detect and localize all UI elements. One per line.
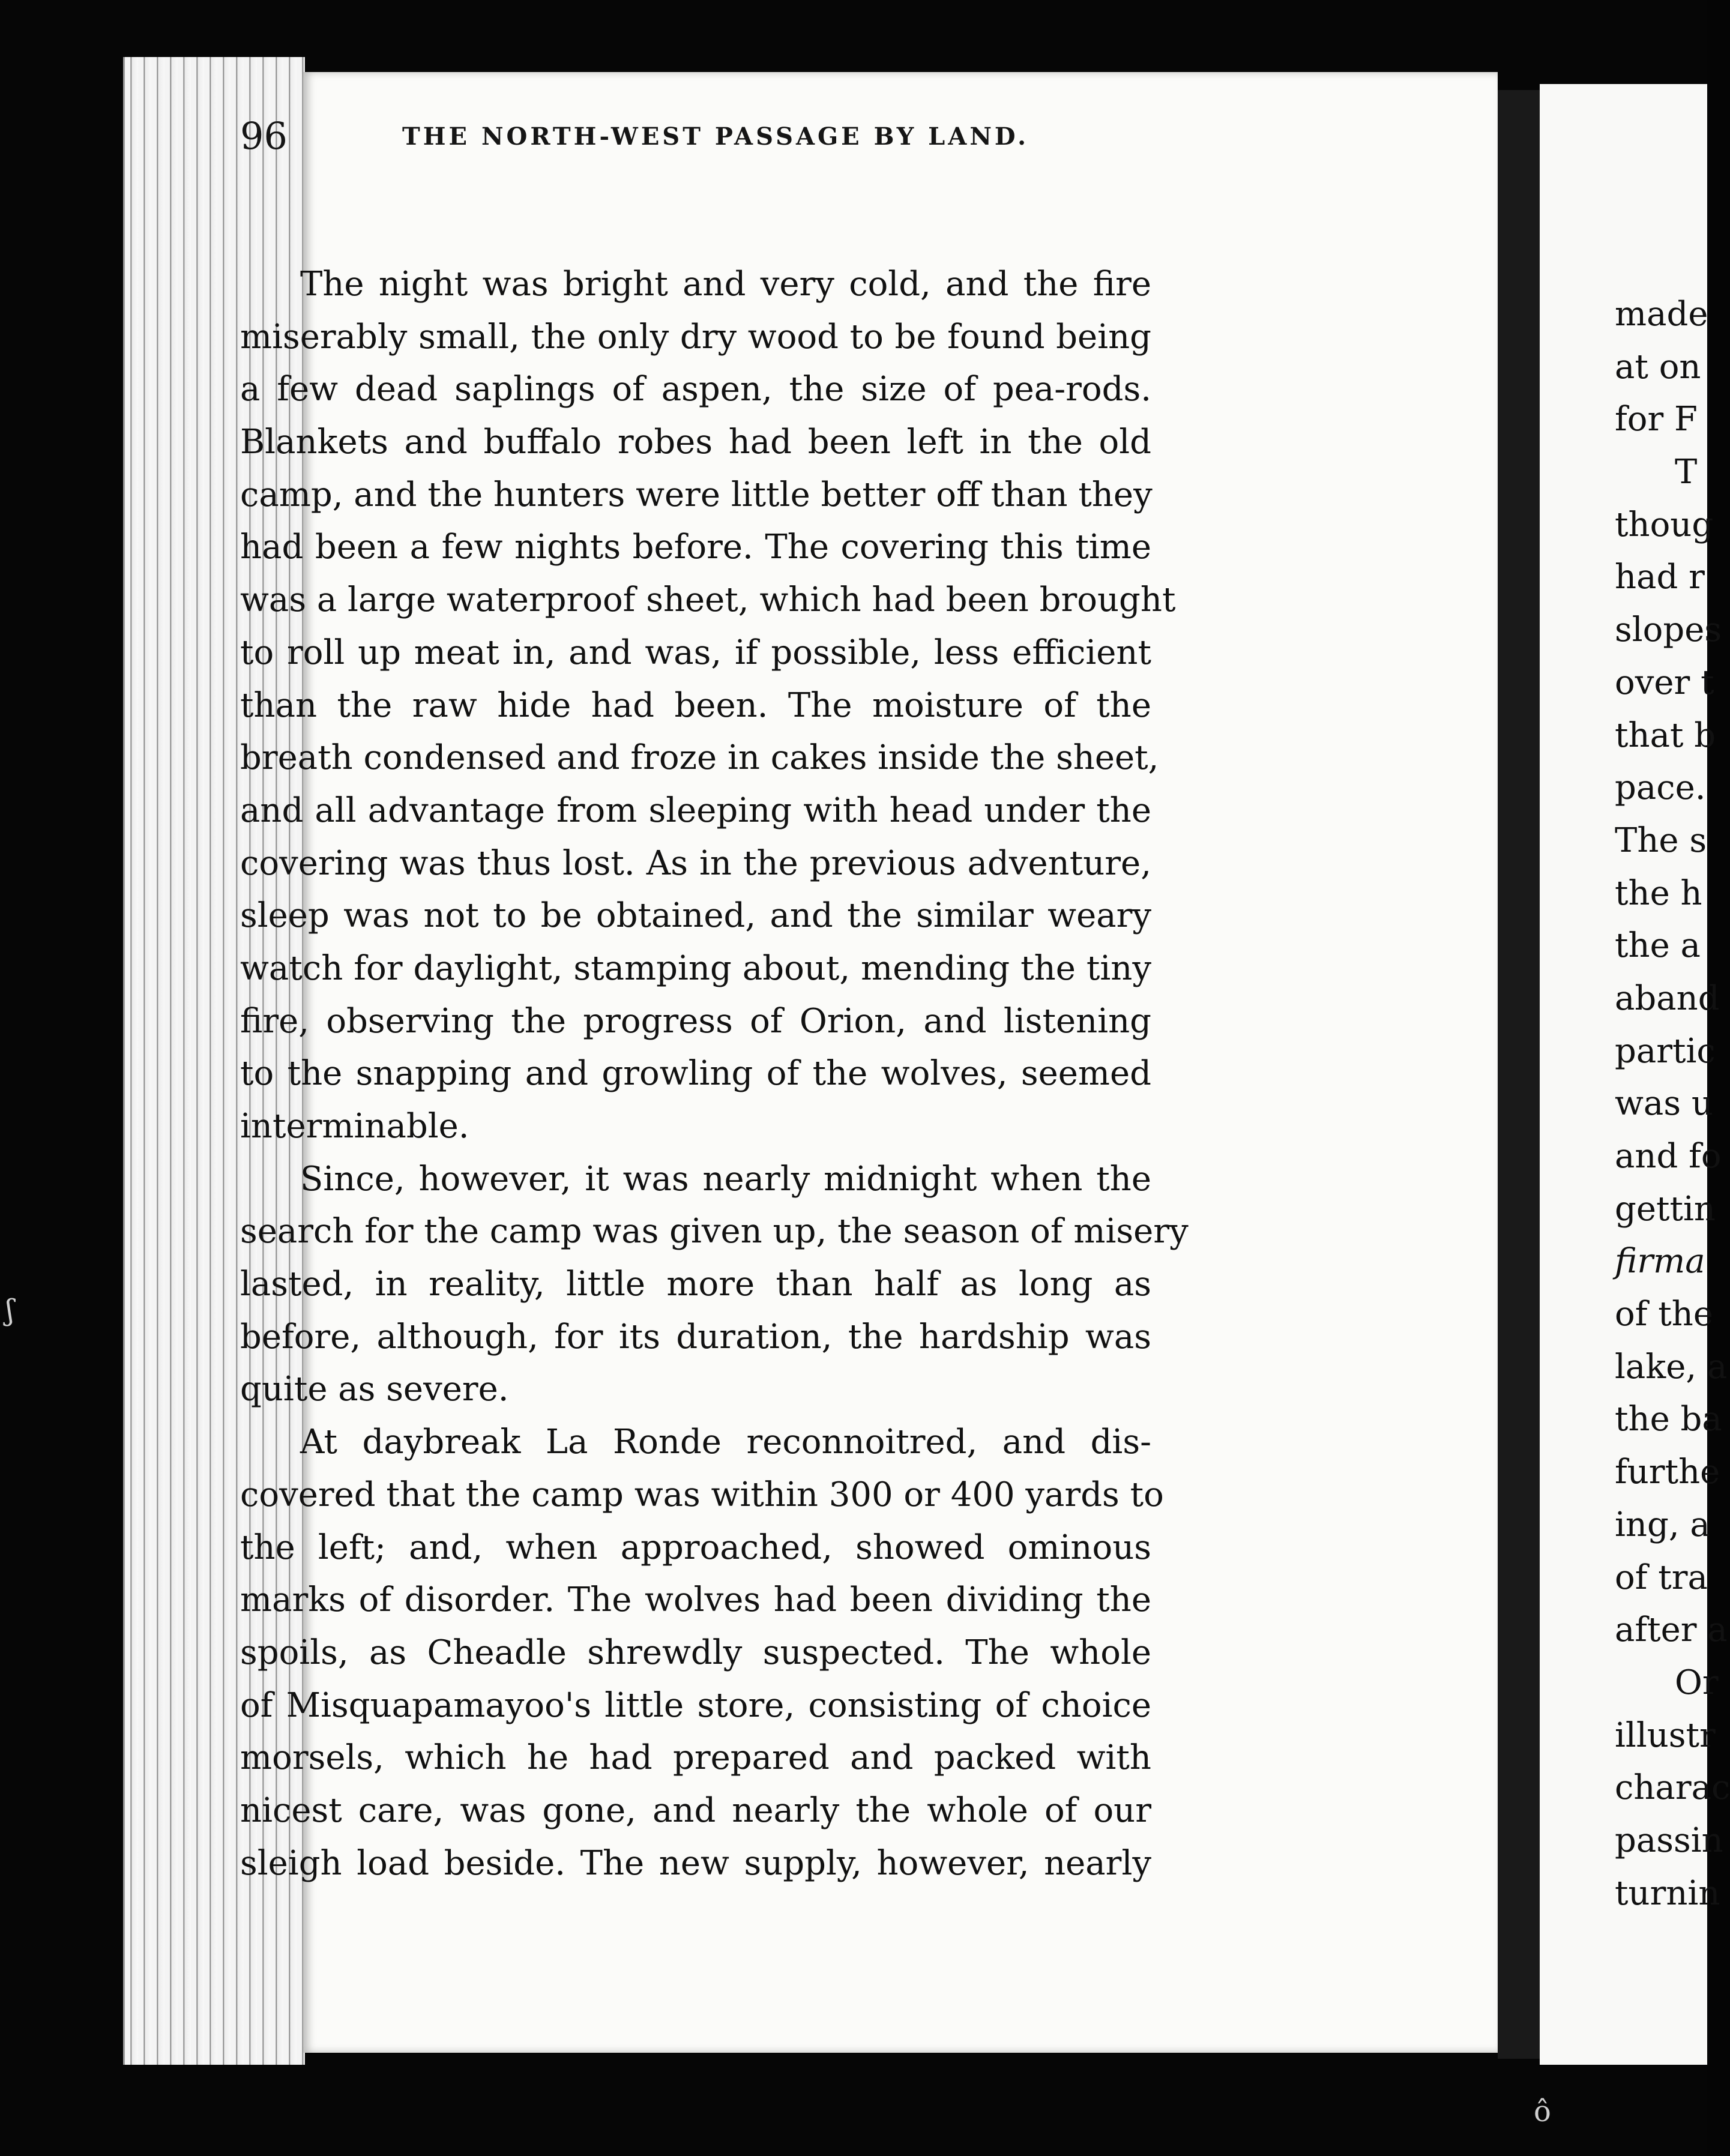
facing-line: at on — [1615, 347, 1701, 387]
facing-page-text — [1615, 288, 1730, 1920]
facing-line: ing, a — [1615, 1505, 1710, 1544]
facing-line: and fo — [1615, 1137, 1722, 1176]
text-line: Blankets and buffalo robes had been left in the old — [240, 423, 1151, 462]
facing-line: furthe — [1615, 1453, 1720, 1492]
book-gutter — [1498, 90, 1540, 2059]
facing-line: passin — [1615, 1820, 1723, 1860]
facing-line: had r — [1615, 558, 1705, 597]
text-line: quite as severe. — [240, 1370, 509, 1409]
text-line: miserably small, the only dry wood to be found being — [240, 317, 1151, 357]
page-number: 96 — [240, 114, 288, 158]
text-line: Since, however, it was nearly midnight when the — [300, 1159, 1151, 1199]
facing-line: thoug — [1615, 505, 1714, 544]
facing-line: Or — [1675, 1663, 1719, 1702]
facing-line: The s — [1615, 821, 1707, 860]
facing-line: after a — [1615, 1610, 1728, 1650]
text-line: the left; and, when approached, showed ominous — [240, 1528, 1151, 1567]
text-line: interminable. — [240, 1107, 469, 1146]
facing-line: charac — [1615, 1768, 1730, 1808]
facing-line: aband — [1615, 978, 1720, 1018]
facing-line: slopes — [1615, 610, 1722, 650]
facing-line: illustr — [1615, 1715, 1716, 1755]
facing-line: the h — [1615, 873, 1702, 913]
facing-line: pace. — [1615, 768, 1706, 808]
text-line: marks of disorder. The wolves had been dividing the — [240, 1580, 1151, 1620]
text-line: had been a few nights before. The covering this time — [240, 528, 1151, 567]
text-line: At daybreak La Ronde reconnoitred, and dis- — [300, 1423, 1151, 1462]
text-line: search for the camp was given up, the season of misery — [240, 1212, 1189, 1251]
body-text — [240, 258, 1189, 1890]
text-line: of Misquapamayoo's little store, consisting of choice — [240, 1685, 1151, 1725]
text-line: to the snapping and growling of the wolves, seemed — [240, 1054, 1151, 1094]
text-line: morsels, which he had prepared and packed with — [240, 1738, 1151, 1778]
facing-line: firma — [1615, 1242, 1705, 1281]
facing-line: for F — [1615, 400, 1698, 439]
text-line: camp, and the hunters were little better off than they — [240, 475, 1153, 514]
text-line: was a large waterproof sheet, which had been brought — [240, 580, 1176, 620]
facing-line: was u — [1615, 1084, 1713, 1124]
text-line: The night was bright and very cold, and the fire — [300, 265, 1151, 304]
text-line: nicest care, was gone, and nearly the whole of our — [240, 1790, 1151, 1830]
running-head-title: THE NORTH-WEST PASSAGE BY LAND. — [402, 122, 1029, 151]
text-line: to roll up meat in, and was, if possible, less efficient — [240, 633, 1151, 672]
facing-line: of tra — [1615, 1558, 1708, 1597]
text-line: breath condensed and froze in cakes inside the sheet, — [240, 738, 1159, 778]
text-line: sleigh load beside. The new supply, however, nearly — [240, 1843, 1151, 1883]
facing-line: over t — [1615, 663, 1714, 702]
scan-artifact: ʃ — [6, 1293, 14, 1327]
text-line: and all advantage from sleeping with head under the — [240, 790, 1151, 830]
text-line: a few dead saplings of aspen, the size of pea-rods. — [240, 370, 1151, 409]
facing-line: of the — [1615, 1295, 1713, 1334]
text-line: sleep was not to be obtained, and the similar weary — [240, 896, 1151, 936]
facing-line: lake, a — [1615, 1347, 1728, 1387]
facing-line: the ba — [1615, 1400, 1722, 1439]
facing-line: turnin — [1615, 1873, 1720, 1913]
facing-line: the a — [1615, 926, 1701, 966]
text-line: fire, observing the progress of Orion, and listening — [240, 1001, 1151, 1041]
text-line: covering was thus lost. As in the previous adventure, — [240, 843, 1151, 883]
scan-artifact: ô — [1534, 2095, 1551, 2128]
text-line: spoils, as Cheadle shrewdly suspected. The whole — [240, 1633, 1151, 1672]
text-line: lasted, in reality, little more than half as long as — [240, 1265, 1151, 1304]
text-line: covered that the camp was within 300 or 400 yards to — [240, 1475, 1164, 1514]
facing-line: gettin — [1615, 1189, 1716, 1229]
text-line: than the raw hide had been. The moisture of the — [240, 685, 1151, 725]
running-head — [240, 114, 1032, 158]
text-line: before, although, for its duration, the hardship was — [240, 1317, 1151, 1357]
text-line: watch for daylight, stamping about, mending the tiny — [240, 948, 1151, 988]
facing-line: partic — [1615, 1031, 1716, 1071]
facing-line: made — [1615, 295, 1708, 334]
facing-line: T — [1675, 453, 1698, 492]
facing-line: that b — [1615, 715, 1716, 755]
